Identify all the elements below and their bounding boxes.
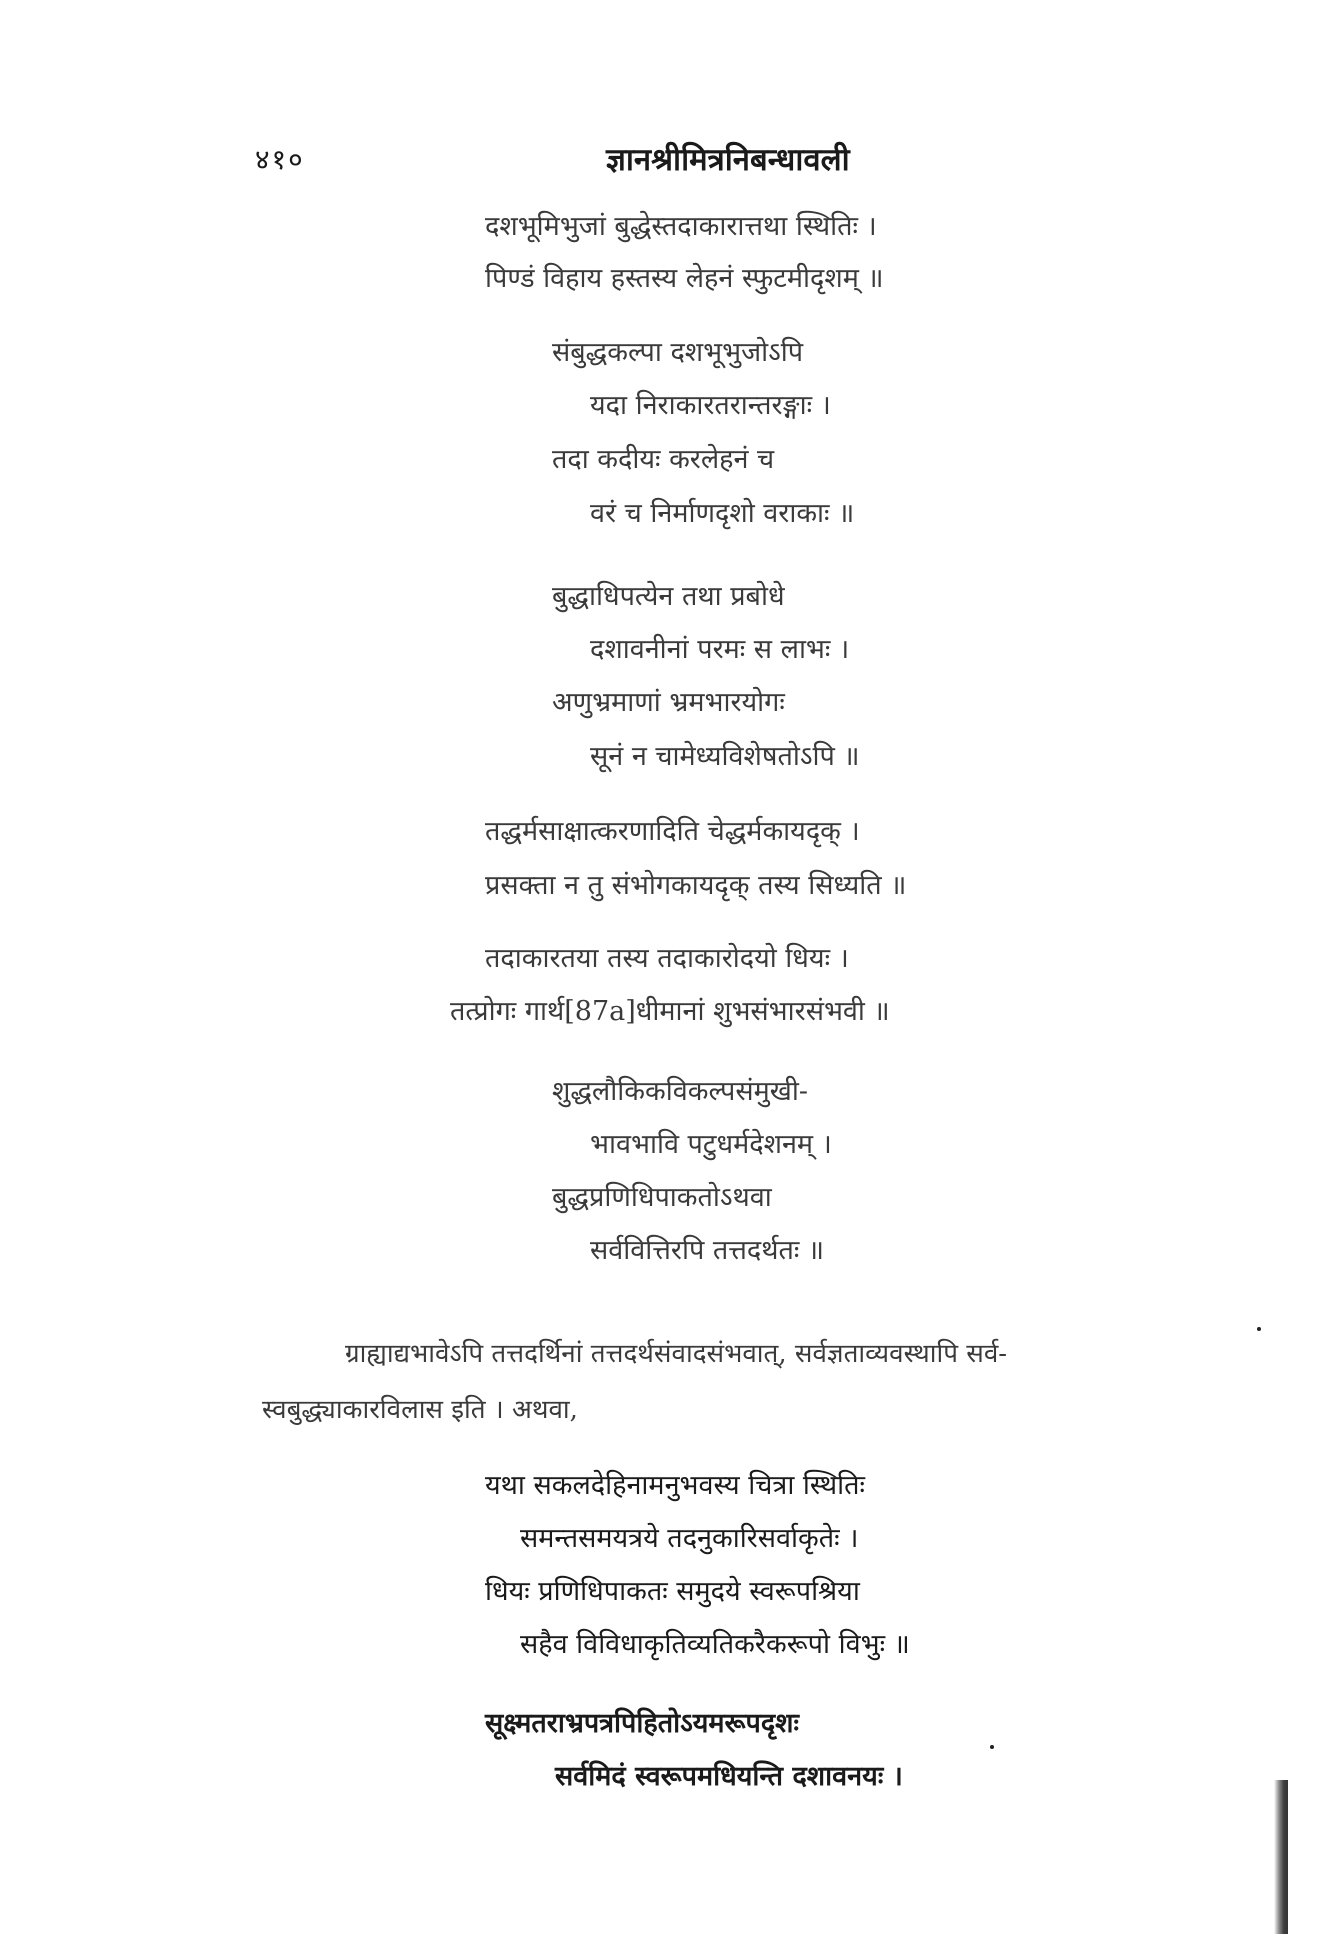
verse-line: समन्तसमयत्रये तदनुकारिसर्वाकृतेः । <box>520 1523 859 1554</box>
verse-line: यथा सकलदेहिनामनुभवस्य चित्रा स्थितिः <box>485 1470 865 1501</box>
verse-line: संबुद्धकल्पा दशभूभुजोऽपि <box>552 337 804 368</box>
verse-line: यदा निराकारतरान्तरङ्गाः । <box>590 390 831 421</box>
verse-line: तद्धर्मसाक्षात्करणादिति चेद्धर्मकायदृक् । <box>485 816 860 847</box>
scan-speck <box>990 1745 994 1749</box>
verse-line: प्रसक्ता न तु संभोगकायदृक् तस्य सिध्यति ॥ <box>485 870 907 901</box>
verse-line: बुद्धाधिपत्येन तथा प्रबोधे <box>552 581 785 612</box>
verse-line: बुद्धप्रणिधिपाकतोऽथवा <box>552 1182 772 1213</box>
verse-line: तत्प्रोगः गार्थ[87a]धीमानां शुभसंभारसंभवी ॥ <box>450 996 890 1027</box>
scan-speck <box>1257 1327 1261 1331</box>
verse-line: दशावनीनां परमः स लाभः । <box>590 634 850 665</box>
page-number: ४१० <box>255 143 305 176</box>
verse-line: सूनं न चामेध्यविशेषतोऽपि ॥ <box>590 741 860 772</box>
scanned-page-edge-shadow <box>1274 1780 1288 1934</box>
verse-line: सर्ववित्तिरपि तत्तदर्थतः ॥ <box>590 1235 825 1266</box>
verse-line: तदा कदीयः करलेहनं च <box>552 444 775 475</box>
prose-line: ग्राह्याद्यभावेऽपि तत्तदर्थिनां तत्तदर्थसंवादसंभवात्, सर्वज्ञताव्यवस्थापि सर्व- <box>345 1339 1008 1369</box>
verse-line: सूक्ष्मतराभ्रपत्रपिहितोऽयमरूपदृशः <box>485 1708 799 1739</box>
verse-line: दशभूमिभुजां बुद्धेस्तदाकारात्तथा स्थितिः । <box>485 211 877 242</box>
verse-line: अणुभ्रमाणां भ्रमभारयोगः <box>552 687 785 718</box>
verse-line: तदाकारतया तस्य तदाकारोदयो धियः । <box>485 943 849 974</box>
verse-line: शुद्धलौकिकविकल्पसंमुखी- <box>552 1076 808 1107</box>
verse-line: सहैव विविधाकृतिव्यतिकरैकरूपो विभुः ॥ <box>520 1629 910 1660</box>
verse-line: धियः प्रणिधिपाकतः समुदये स्वरूपश्रिया <box>485 1576 860 1607</box>
verse-line: सर्वमिदं स्वरूपमधियन्ति दशावनयः । <box>555 1761 903 1792</box>
verse-line: पिण्डं विहाय हस्तस्य लेहनं स्फुटमीदृशम् ॥ <box>485 263 884 294</box>
verse-line: वरं च निर्माणदृशो वराकाः ॥ <box>590 498 855 529</box>
prose-line: स्वबुद्ध्याकारविलास इति । अथवा, <box>262 1395 578 1425</box>
running-header-title: ज्ञानश्रीमित्रनिबन्धावली <box>606 142 850 178</box>
verse-line: भावभावि पटुधर्मदेशनम् । <box>590 1129 832 1160</box>
